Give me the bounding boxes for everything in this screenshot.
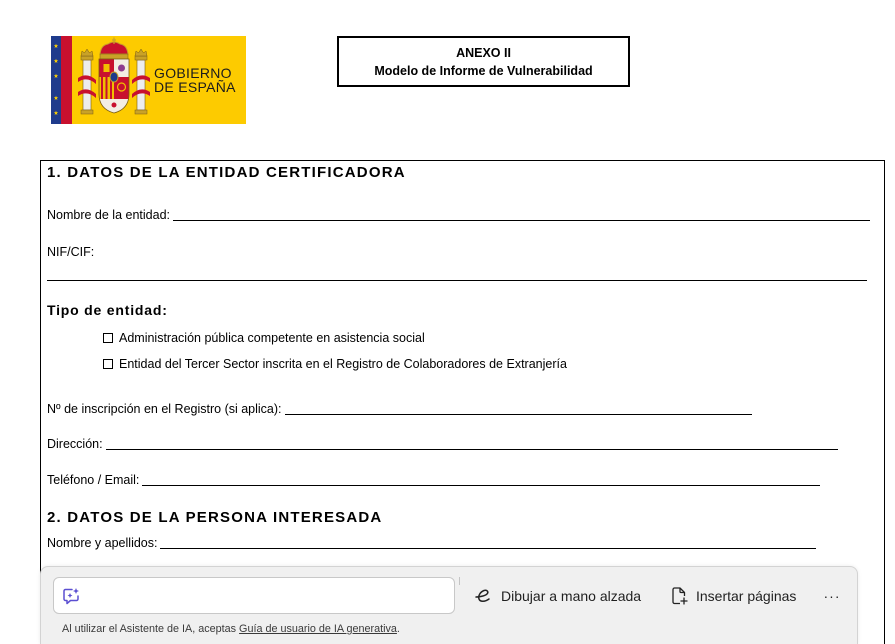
toolbar-divider	[459, 577, 460, 585]
annex-number: ANEXO II	[456, 46, 511, 60]
section-2-heading: 2. DATOS DE LA PERSONA INTERESADA	[47, 509, 383, 526]
address-row	[47, 436, 838, 452]
nif-line	[47, 280, 867, 281]
entity-name-row	[47, 207, 870, 223]
entity-name-label: Nombre de la entidad:	[47, 208, 170, 222]
logo-line-1: GOBIERNO	[154, 65, 232, 81]
gobierno-espana-logo	[51, 36, 246, 124]
freehand-draw-icon	[474, 587, 492, 605]
freehand-draw-label: Dibujar a mano alzada	[501, 588, 642, 604]
entity-name-line	[173, 209, 870, 221]
entity-type-label: Tipo de entidad:	[47, 302, 168, 318]
freehand-draw-button[interactable]	[470, 583, 645, 609]
checkbox	[103, 333, 113, 343]
ai-guide-link[interactable]: Guía de usuario de IA generativa	[239, 623, 397, 635]
full-name-label: Nombre y apellidos:	[47, 536, 158, 550]
eu-stripe	[51, 36, 61, 124]
spain-flag-stripe	[61, 36, 72, 124]
address-line	[106, 438, 838, 450]
checkbox	[103, 359, 113, 369]
logo-text	[154, 66, 236, 94]
contact-label: Teléfono / Email:	[47, 473, 140, 487]
registry-number-label: Nº de inscripción en el Registro (si aplica):	[47, 402, 282, 416]
more-options-icon: ···	[823, 588, 841, 604]
contact-line	[142, 474, 820, 486]
disclaimer-text: Al utilizar el Asistente de IA, aceptas	[62, 623, 240, 635]
ai-assistant-box[interactable]	[53, 577, 455, 614]
full-name-row	[47, 535, 816, 551]
option-label: Administración pública competente en asistencia social	[119, 331, 425, 345]
entity-type-option-public-admin	[103, 330, 425, 346]
ai-disclaimer	[62, 622, 400, 636]
annex-title: Modelo de Informe de Vulnerabilidad	[374, 64, 593, 78]
disclaimer-end: .	[396, 623, 400, 635]
ai-assistant-icon	[62, 587, 80, 605]
contact-row	[47, 472, 820, 488]
ai-assistant-input[interactable]	[88, 579, 448, 612]
insert-pages-label: Insertar páginas	[696, 588, 797, 604]
registry-number-row	[47, 401, 752, 417]
registry-number-line	[285, 403, 752, 415]
nif-row	[47, 244, 94, 260]
pdf-floating-toolbar	[40, 566, 858, 644]
nif-label: NIF/CIF:	[47, 245, 95, 259]
logo-line-2: DE ESPAÑA	[154, 79, 236, 95]
more-options-button[interactable]	[820, 583, 844, 609]
address-label: Dirección:	[47, 437, 103, 451]
full-name-line	[160, 537, 816, 549]
section-1-heading: 1. DATOS DE LA ENTIDAD CERTIFICADORA	[47, 164, 406, 181]
annex-title-box	[337, 36, 630, 87]
entity-type-option-third-sector	[103, 356, 567, 372]
insert-pages-button[interactable]	[667, 583, 800, 609]
option-label: Entidad del Tercer Sector inscrita en el Registro de Colaboradores de Extranjería	[119, 357, 567, 371]
insert-page-icon	[671, 587, 688, 605]
